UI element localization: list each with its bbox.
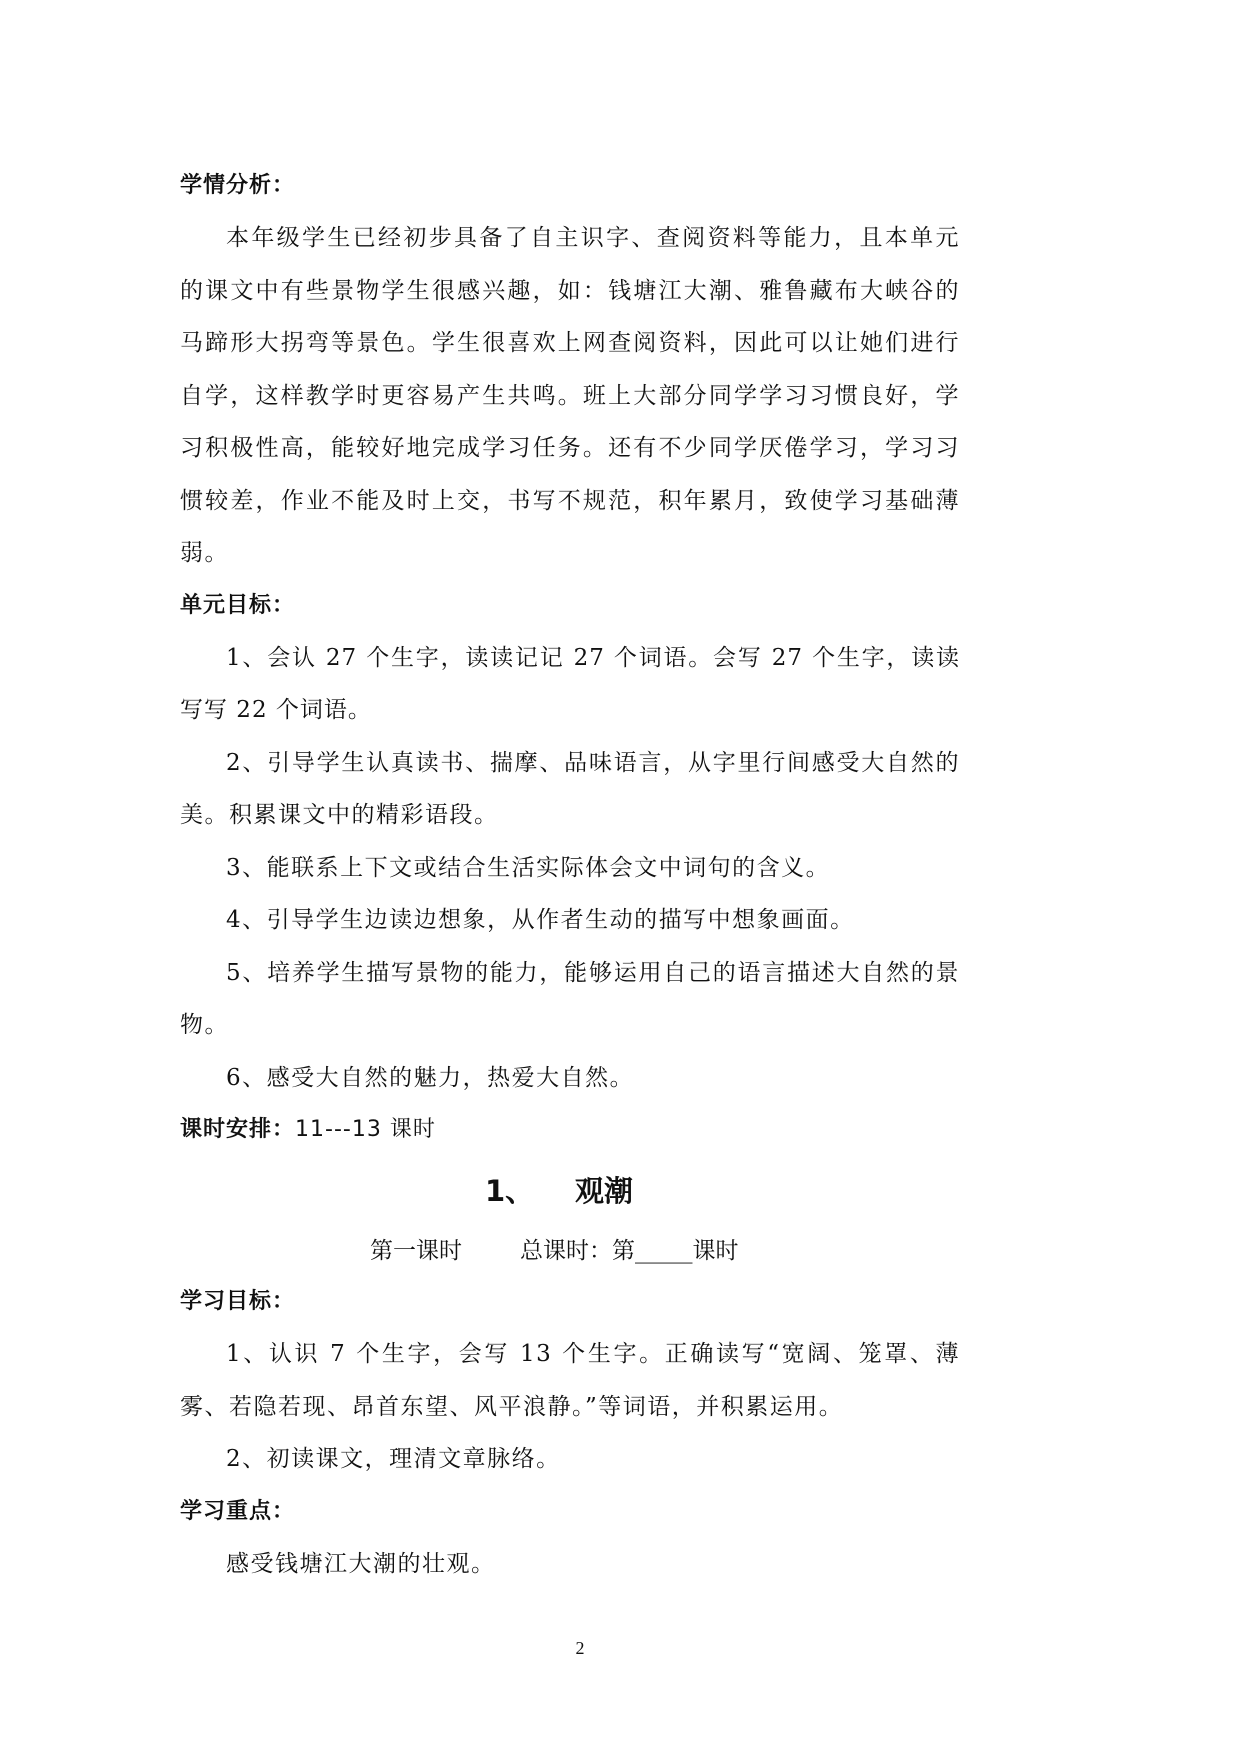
lesson-period: 第一课时: [370, 1238, 462, 1264]
unit-goal-2: 2、引导学生认真读书、揣摩、品味语言，从字里行间感受大自然的美。积累课文中的精彩语段。: [180, 749, 960, 828]
analysis-heading: 学情分析：: [180, 173, 296, 198]
lesson-name: 观潮: [575, 1174, 634, 1208]
lesson-title: [180, 1156, 960, 1226]
page-number: 2: [575, 1638, 585, 1658]
schedule-value: 11---13 课时: [295, 1117, 436, 1142]
unit-goals-heading: 单元目标：: [180, 592, 296, 618]
unit-goal-5: 5、培养学生描写景物的能力，能够运用自己的语言描述大自然的景物。: [180, 959, 960, 1038]
analysis-paragraph: 本年级学生已经初步具备了自主识字、查阅资料等能力，且本单元的课文中有些景物学生很感兴趣，如：钱塘江大潮、雅鲁藏布大峡谷的马蹄形大拐弯等景色。学生很喜欢上网查阅资料，因此可以让她们进行自学，这样教学时更容易产生共鸣。班上大部分同学学习习惯良好，学习积极性高，能较好地完成学习任务。还有不少同学厌倦学习，学习习惯较差，作业不能及时上交，书写不规范，积年累月，致使学习基础薄弱。: [180, 225, 960, 566]
schedule-line: [180, 1104, 960, 1156]
lesson-period-line: [180, 1226, 960, 1276]
objectives-heading: 学习目标：: [180, 1289, 296, 1314]
unit-goal-4: 4、引导学生边读边想象，从作者生动的描写中想象画面。: [226, 907, 855, 933]
key-points-heading: 学习重点：: [180, 1498, 296, 1524]
unit-goal-6: 6、感受大自然的魅力，热爱大自然。: [226, 1064, 635, 1091]
key-points-text: 感受钱塘江大潮的壮观。: [226, 1550, 496, 1577]
unit-goal-1: 1、会认 27 个生字，读读记记 27 个词语。会写 27 个生字，读读写写 22 个词语。: [180, 644, 960, 723]
unit-goal-3: 3、能联系上下文或结合生活实际体会文中词句的含义。: [226, 854, 831, 881]
objective-1: 1、认识 7 个生字，会写 13 个生字。正确读写“宽阔、笼罩、薄雾、若隐若现、昂首东望、风平浪静。”等词语，并积累运用。: [180, 1341, 960, 1420]
objective-2: 2、初读课文，理清文章脉络。: [226, 1446, 561, 1472]
lesson-number: 1、: [485, 1174, 535, 1208]
lesson-total-period: 总课时：第_____课时: [520, 1238, 739, 1264]
schedule-label: 课时安排：: [180, 1117, 296, 1142]
page-content: [180, 160, 960, 1590]
